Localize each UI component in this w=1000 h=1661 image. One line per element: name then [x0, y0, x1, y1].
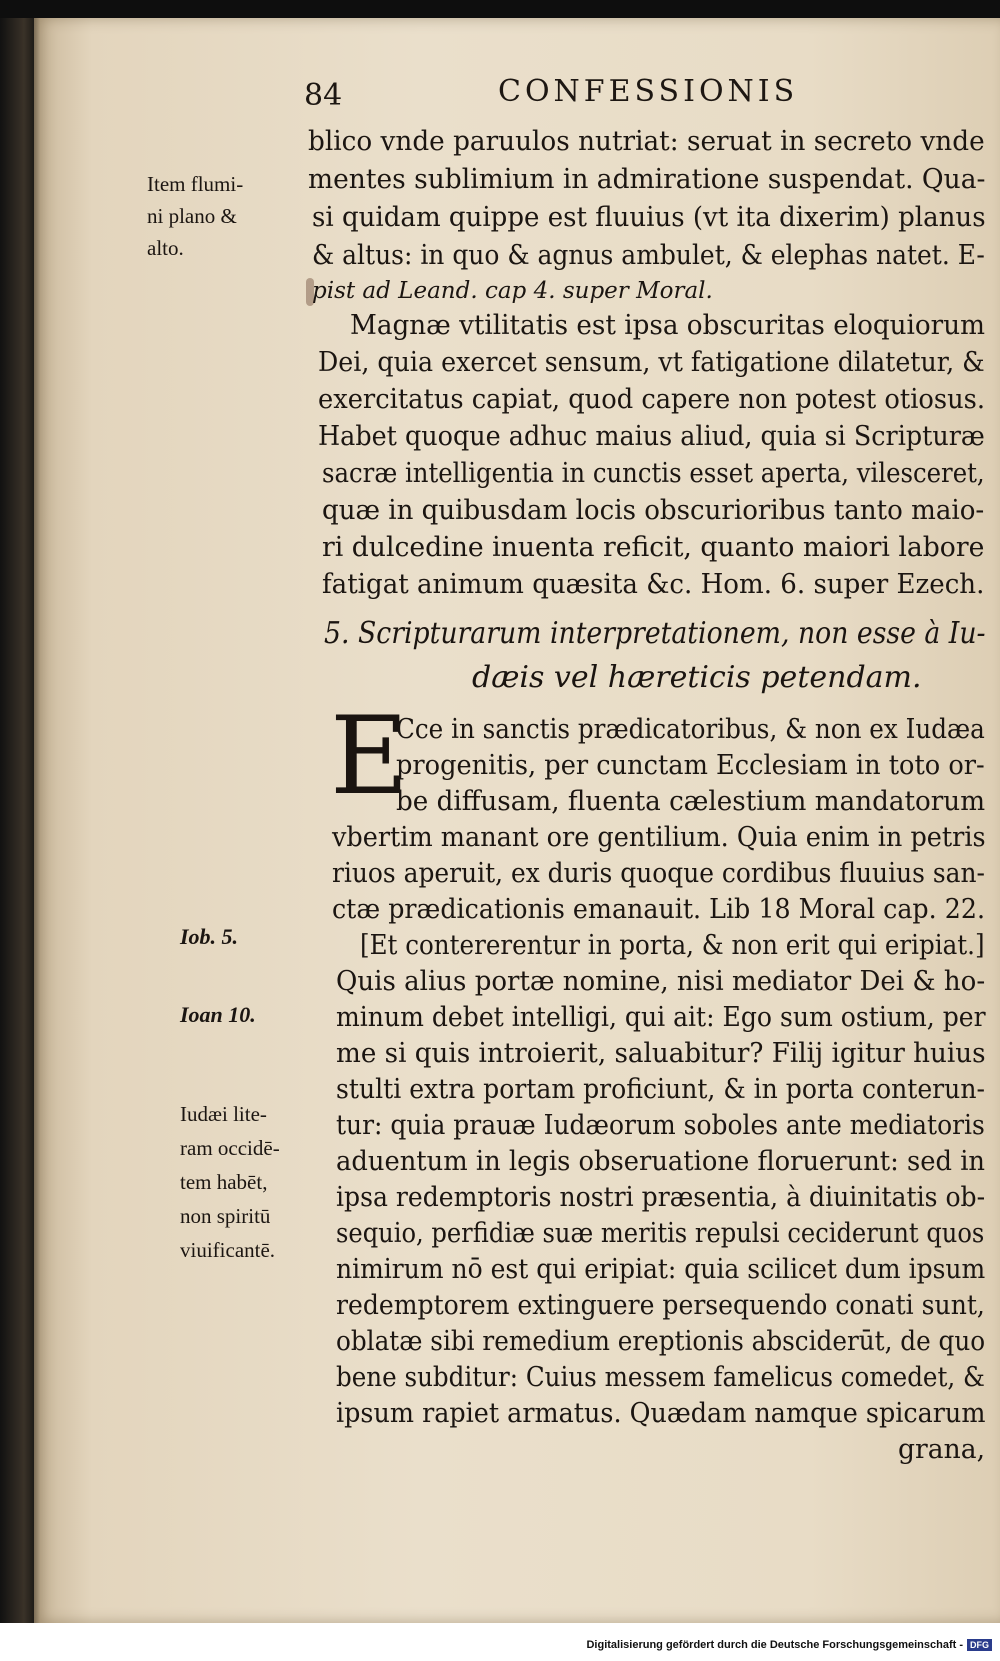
text-line: fatigat animum quæsita &c. Hom. 6. super Ezech. [322, 568, 985, 600]
text-line: aduentum in legis obseruatione floruerunt: sed in [336, 1145, 986, 1177]
text-line: oblatæ sibi remedium ereptionis absciderūt, de quo [336, 1325, 986, 1357]
text-line: progenitis, per cunctam Ecclesiam in toto or- [396, 749, 985, 781]
text-line: & altus: in quo & agnus ambulet, & elephas natet. E- [312, 239, 985, 271]
margin-reference-job: Iob. 5. [180, 924, 239, 949]
section-heading-line: 5. Scripturarum interpretationem, non esse à Iu- [324, 616, 986, 651]
margin-note-line: tem habēt, [180, 1170, 268, 1194]
citation-line: pist ad Leand. cap 4. super Moral. [312, 278, 713, 304]
margin-note-line: non spiritū [180, 1204, 271, 1228]
text-line: si quidam quippe est fluuius (vt ita dixerim) planus [312, 201, 986, 233]
text-line: riuos aperuit, ex duris quoque cordibus fluuius san- [332, 857, 985, 889]
text-line: be diffusam, fluenta cælestium mandatorum [396, 785, 986, 817]
text-line: tur: quia prauæ Iudæorum soboles ante mediatoris [336, 1109, 985, 1141]
text-line: blico vnde paruulos nutriat: seruat in secreto vnde [308, 125, 985, 157]
text-line: me si quis introierit, saluabitur? Filij igitur huius [336, 1037, 986, 1069]
text-line: ipsum rapiet armatus. Quædam namque spicarum [336, 1397, 986, 1429]
text-line: ctæ prædicationis emanauit. Lib 18 Moral cap. 22. [332, 893, 986, 925]
footer-credit [586, 1639, 992, 1651]
text-line: Habet quoque adhuc maius aliud, quia si Scripturæ [318, 420, 985, 452]
margin-note-line: ni plano & [147, 204, 237, 228]
text-line: Dei, quia exercet sensum, vt fatigatione dilatetur, & [318, 346, 985, 378]
running-head: CONFESSIONIS [498, 74, 799, 109]
margin-note-line: alto. [147, 236, 184, 260]
catchword: grana, [898, 1433, 986, 1465]
text-line: ri dulcedine inuenta reficit, quanto maiori labore [322, 531, 985, 563]
footer-credit-text: Digitalisierung gefördert durch die Deutsche Forschungsgemeinschaft - [586, 1639, 963, 1651]
text-line: sacræ intelligentia in cunctis esset aperta, vilesceret, [322, 457, 985, 489]
text-line: sequio, perfidiæ suæ meritis repulsi ceciderunt quos [336, 1217, 985, 1249]
text-line: nimirum nō est qui eripiat: quia scilicet dum ipsum [336, 1253, 986, 1285]
binding-shadow [0, 18, 40, 1623]
text-line: quæ in quibusdam locis obscurioribus tanto maio- [322, 494, 985, 526]
text-line: exercitatus capiat, quod capere non potest otiosus. [318, 383, 986, 415]
text-line: stulti extra portam proficiunt, & in porta conterun- [336, 1073, 985, 1105]
text-line: vbertim manant ore gentilium. Quia enim in petris [332, 821, 986, 853]
margin-note-line: viuificantē. [180, 1238, 276, 1262]
text-line: redemptorem extinguere persequendo conati sunt, [336, 1289, 985, 1321]
margin-note-line: ram occidē- [180, 1136, 280, 1160]
text-line: mentes sublimium in admiratione suspendat. Qua- [308, 163, 986, 195]
page-number: 84 [304, 78, 343, 113]
text-line: ipsa redemptoris nostri præsentia, à diuinitatis ob- [336, 1181, 986, 1213]
margin-reference-ioan: Ioan 10. [180, 1002, 256, 1027]
drop-cap-initial: E [330, 694, 409, 819]
dfg-logo-icon: DFG [967, 1639, 992, 1651]
text-line: minum debet intelligi, qui ait: Ego sum ostium, per [336, 1001, 986, 1033]
text-line: Cce in sanctis prædicatoribus, & non ex Iudæa [396, 713, 985, 745]
text-line: Quis alius portæ nomine, nisi mediator Dei & ho- [336, 965, 986, 997]
text-line: Magnæ vtilitatis est ipsa obscuritas eloquiorum [350, 309, 985, 341]
section-heading-line: dæis vel hæreticis petendam. [472, 660, 922, 695]
margin-note-line: Item flumi- [147, 172, 244, 196]
text-line: [Et contererentur in porta, & non erit qui eripiat.] [360, 929, 985, 961]
margin-note-line: Iudæi lite- [180, 1102, 267, 1126]
text-line: bene subditur: Cuius messem famelicus comedet, & [336, 1361, 985, 1393]
